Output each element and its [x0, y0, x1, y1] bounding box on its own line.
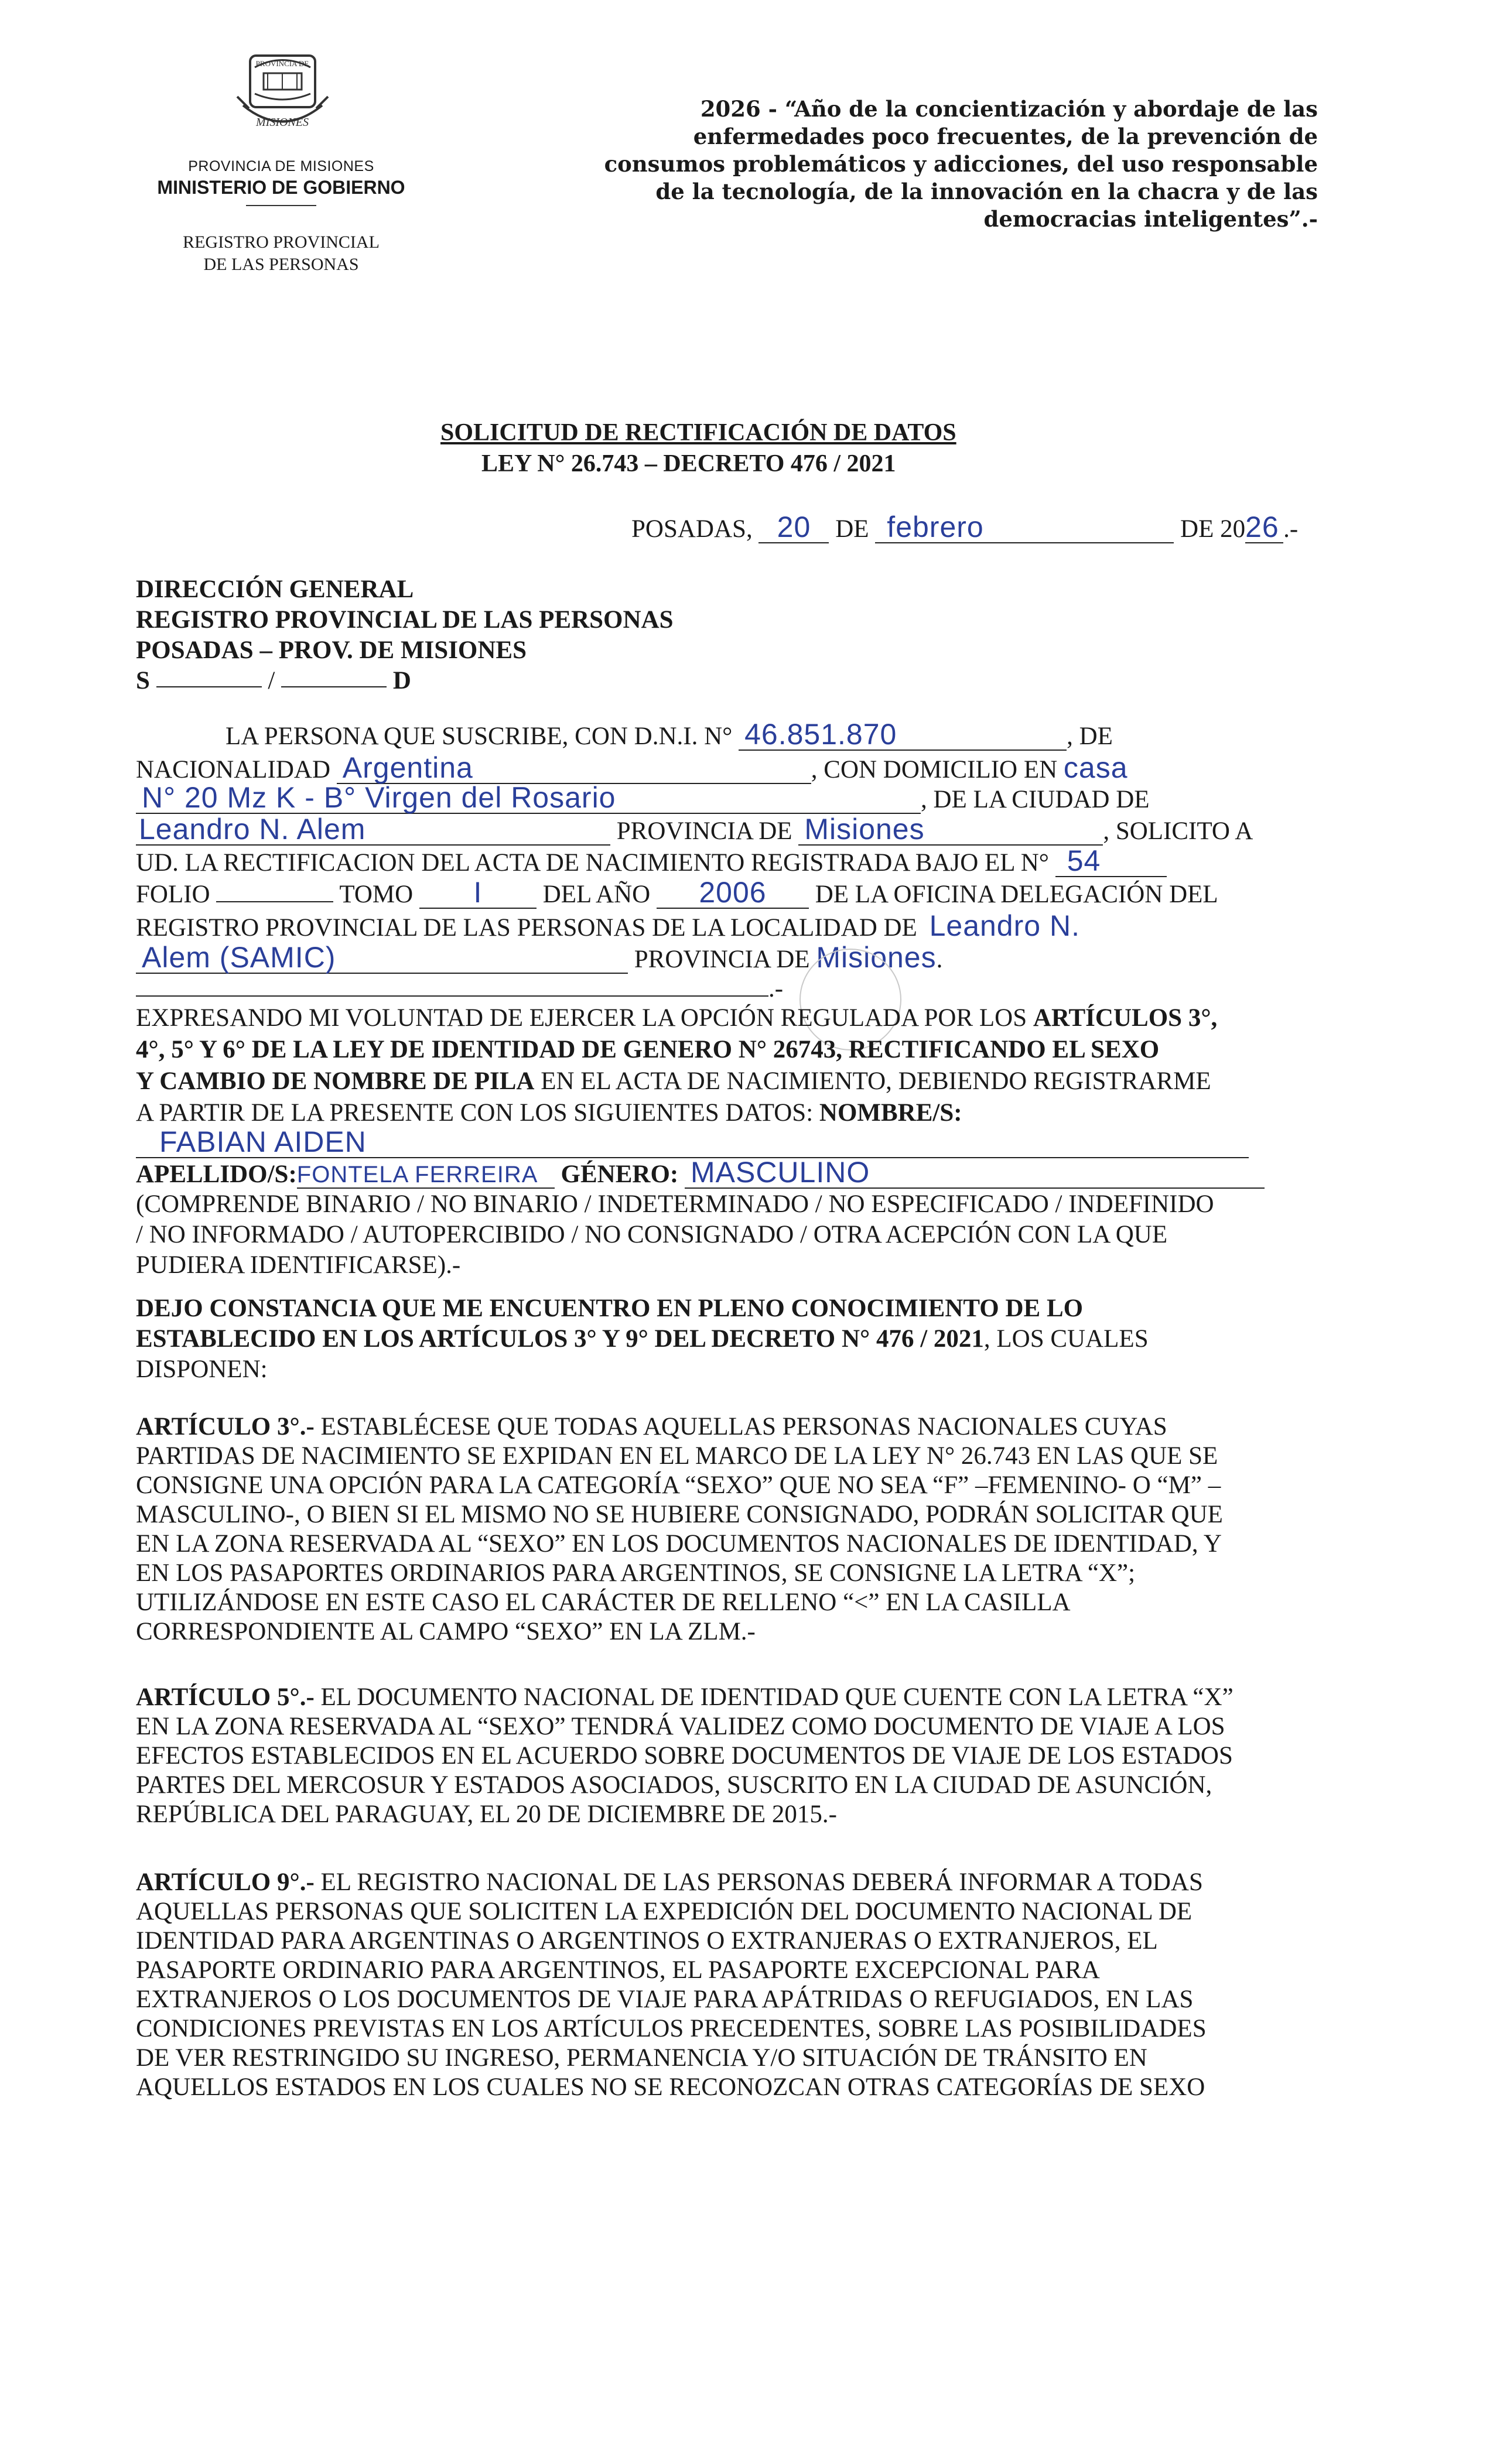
form-text: DE LA OFICINA DELEGACIÓN DEL	[815, 881, 1218, 908]
article-text: EL REGISTRO NACIONAL DE LAS PERSONAS DEBERÁ INFORMAR A TODAS	[314, 1868, 1203, 1896]
date-line	[631, 511, 1299, 544]
form-text: DEL AÑO	[542, 881, 651, 908]
registry-label	[135, 231, 428, 276]
date-city: POSADAS,	[631, 515, 753, 543]
form-line-9	[136, 974, 783, 1004]
provincial-seal-icon	[231, 50, 334, 141]
addressee-d: D	[392, 667, 411, 694]
article-heading: ARTÍCULO 9°.-	[136, 1868, 315, 1896]
article-line: EN LA ZONA RESERVADA AL “SEXO” TENDRÁ VALIDEZ COMO DOCUMENTO DE VIAJE A LOS	[136, 1713, 1225, 1740]
form-line-4	[136, 813, 1253, 846]
date-year-value: 26	[1245, 511, 1279, 543]
article-line: CONDICIONES PREVISTAS EN LOS ARTÍCULOS PRECEDENTES, SOBRE LAS POSIBILIDADES	[136, 2015, 1207, 2042]
registry-line-2: DE LAS PERSONAS	[203, 255, 359, 274]
province-value-2: Misiones	[816, 941, 937, 974]
option-line-4	[136, 1098, 962, 1128]
form-text: REGISTRO PROVINCIAL DE LAS PERSONAS DE LA LOCALIDAD DE	[136, 914, 917, 942]
article-heading: ARTÍCULO 5°.-	[136, 1683, 315, 1711]
article-line: PARTES DEL MERCOSUR Y ESTADOS ASOCIADOS, SUSCRITO EN LA CIUDAD DE ASUNCIÓN,	[136, 1771, 1212, 1799]
article-5	[136, 1683, 1366, 1829]
form-text: , DE LA CIUDAD DE	[921, 786, 1150, 813]
article-line: EN LOS PASAPORTES ORDINARIOS PARA ARGENTINOS, SE CONSIGNE LA LETRA “X”;	[136, 1559, 1136, 1587]
article-line: AQUELLAS PERSONAS QUE SOLICITEN LA EXPEDICIÓN DEL DOCUMENTO NACIONAL DE	[136, 1898, 1193, 1925]
article-line: PASAPORTE ORDINARIO PARA ARGENTINOS, EL PASAPORTE EXCEPCIONAL PARA	[136, 1956, 1100, 1984]
seal-text-bottom: MISIONES	[256, 116, 309, 129]
addressee-line-1: DIRECCIÓN GENERAL	[136, 576, 414, 603]
article-line: REPÚBLICA DEL PARAGUAY, EL 20 DE DICIEMBRE DE 2015.-	[136, 1801, 837, 1828]
article-text: EL DOCUMENTO NACIONAL DE IDENTIDAD QUE CUENTE CON LA LETRA “X”	[314, 1683, 1234, 1711]
form-text: TOMO	[339, 881, 414, 908]
form-line-3	[136, 781, 1150, 815]
date-day-value: 20	[777, 511, 811, 543]
constancia-text-bold: ESTABLECIDO EN LOS ARTÍCULOS 3° Y 9° DEL DECRETO N° 476 / 2021	[136, 1325, 984, 1353]
addressee-s: S	[136, 667, 150, 694]
motto-line: consumos problemáticos y adicciones, del uso responsable	[604, 151, 1318, 177]
option-text-bold: Y CAMBIO DE NOMBRE DE PILA	[136, 1067, 535, 1095]
option-text-bold: ARTÍCULOS 3°,	[1033, 1004, 1218, 1032]
addressee-sd	[136, 666, 452, 696]
ministry-divider	[246, 205, 316, 206]
surname-label: APELLIDO/S:	[136, 1161, 297, 1188]
province-value: Misiones	[804, 813, 925, 846]
motto-line: 2026 - “Año de la concientización y abordaje de las	[700, 96, 1318, 122]
gender-value: MASCULINO	[690, 1156, 870, 1189]
form-text: NACIONALIDAD	[136, 756, 331, 783]
date-month-value: febrero	[887, 511, 984, 543]
gender-note-line-1: (COMPRENDE BINARIO / NO BINARIO / INDETERMINADO / NO ESPECIFICADO / INDEFINIDO	[136, 1190, 1214, 1218]
article-line: UTILIZÁNDOSE EN ESTE CASO EL CARÁCTER DE RELLENO “<” EN LA CASILLA	[136, 1589, 1071, 1616]
form-line-6	[136, 876, 1218, 909]
gender-note-line-3: PUDIERA IDENTIFICARSE).-	[136, 1251, 461, 1279]
date-de: DE	[835, 515, 869, 543]
form-text: UD. LA RECTIFICACION DEL ACTA DE NACIMIENTO REGISTRADA BAJO EL N°	[136, 849, 1049, 877]
form-text: .-	[768, 975, 784, 1002]
tomo-value: I	[473, 876, 483, 909]
dni-value: 46.851.870	[744, 718, 897, 751]
form-text: , SOLICITO A	[1103, 817, 1253, 845]
province-label: PROVINCIA DE MISIONES	[188, 158, 374, 174]
article-line: IDENTIDAD PARA ARGENTINAS O ARGENTINOS O EXTRANJERAS O EXTRANJEROS, EL	[136, 1927, 1158, 1955]
article-line: EN LA ZONA RESERVADA AL “SEXO” EN LOS DOCUMENTOS NACIONALES DE IDENTIDAD, Y	[136, 1530, 1222, 1558]
address-value-1: casa	[1063, 751, 1128, 784]
form-line-7	[136, 911, 1080, 943]
article-line: EXTRANJEROS O LOS DOCUMENTOS DE VIAJE PARA APÁTRIDAS O REFUGIADOS, EN LAS	[136, 1986, 1194, 2013]
form-line-1	[225, 718, 1113, 751]
article-line: CORRESPONDIENTE AL CAMPO “SEXO” EN LA ZLM.-	[136, 1618, 756, 1645]
form-line-2	[136, 753, 1128, 785]
form-text: FOLIO	[136, 881, 210, 908]
article-line: PARTIDAS DE NACIMIENTO SE EXPIDAN EN EL MARCO DE LA LEY N° 26.743 EN LAS QUE SE	[136, 1442, 1218, 1470]
year-motto	[562, 95, 1318, 233]
nationality-value: Argentina	[342, 751, 473, 784]
motto-line: de la tecnología, de la innovación en la chacra y de las	[655, 179, 1318, 204]
acta-number-value: 54	[1067, 844, 1101, 877]
registry-line-1: REGISTRO PROVINCIAL	[183, 232, 380, 252]
form-text: PROVINCIA DE	[616, 817, 792, 845]
form-line-5	[136, 844, 1167, 878]
locality-value-1: Leandro N.	[929, 909, 1080, 942]
addressee-line-3: POSADAS – PROV. DE MISIONES	[136, 636, 527, 664]
addressee-slash: /	[268, 667, 275, 694]
article-line: MASCULINO-, O BIEN SI EL MISMO NO SE HUBIERE CONSIGNADO, PODRÁN SOLICITAR QUE	[136, 1501, 1223, 1528]
constancia-line-2	[136, 1325, 1149, 1354]
document-title: SOLICITUD DE RECTIFICACIÓN DE DATOS	[440, 419, 956, 446]
name-value: FABIAN AIDEN	[159, 1125, 367, 1158]
article-line: EFECTOS ESTABLECIDOS EN EL ACUERDO SOBRE DOCUMENTOS DE VIAJE DE LOS ESTADOS	[136, 1742, 1233, 1770]
article-heading: ARTÍCULO 3°.-	[136, 1413, 315, 1440]
article-text: ESTABLÉCESE QUE TODAS AQUELLAS PERSONAS NACIONALES CUYAS	[314, 1413, 1167, 1440]
constancia-text: , LOS CUALES	[983, 1325, 1149, 1353]
year-value: 2006	[699, 876, 767, 909]
constancia-line-3: DISPONEN:	[136, 1356, 268, 1383]
option-text: EN EL ACTA DE NACIMIENTO, DEBIENDO REGISTRARME	[534, 1067, 1211, 1095]
form-text: , DE	[1067, 723, 1113, 750]
name-field-line	[136, 1125, 1249, 1159]
form-text: , CON DOMICILIO EN	[811, 756, 1058, 783]
address-value-2: N° 20 Mz K - B° Virgen del Rosario	[142, 781, 616, 814]
motto-line: democracias inteligentes”.-	[983, 206, 1318, 232]
option-text: EXPRESANDO MI VOLUNTAD DE EJERCER LA OPCIÓN REGULADA POR LOS	[136, 1004, 1033, 1032]
form-text: LA PERSONA QUE SUSCRIBE, CON D.N.I. N°	[225, 723, 733, 750]
addressee-line-2: REGISTRO PROVINCIAL DE LAS PERSONAS	[136, 606, 674, 634]
locality-value-2: Alem (SAMIC)	[142, 941, 336, 974]
name-label: NOMBRE/S:	[819, 1099, 962, 1127]
option-text: A PARTIR DE LA PRESENTE CON LOS SIGUIENTES DATOS:	[136, 1099, 819, 1127]
form-text: PROVINCIA DE	[634, 946, 810, 973]
option-line-1	[136, 1004, 1217, 1033]
option-line-3	[136, 1067, 1211, 1096]
date-de-year: DE 20	[1180, 515, 1246, 543]
article-line: AQUELLOS ESTADOS EN LOS CUALES NO SE RECONOZCAN OTRAS CATEGORÍAS DE SEXO	[136, 2073, 1205, 2101]
option-line-2: 4°, 5° Y 6° DE LA LEY DE IDENTIDAD DE GENERO N° 26743, RECTIFICANDO EL SEXO	[136, 1036, 1160, 1063]
gender-note-line-2: / NO INFORMADO / AUTOPERCIBIDO / NO CONSIGNADO / OTRA ACEPCIÓN CON LA QUE	[136, 1221, 1168, 1248]
constancia-line-1: DEJO CONSTANCIA QUE ME ENCUENTRO EN PLENO CONOCIMIENTO DE LO	[136, 1295, 1084, 1322]
document-subtitle: LEY N° 26.743 – DECRETO 476 / 2021	[481, 450, 896, 477]
ministry-label: MINISTERIO DE GOBIERNO	[157, 177, 405, 198]
surname-gender-line	[136, 1156, 1265, 1189]
form-text: .	[936, 946, 943, 973]
article-9	[136, 1868, 1366, 2102]
surname-value: FONTELA FERREIRA	[296, 1162, 538, 1187]
article-3	[136, 1412, 1366, 1647]
motto-line: enfermedades poco frecuentes, de la prevención de	[693, 124, 1318, 149]
article-line: CONSIGNE UNA OPCIÓN PARA LA CATEGORÍA “SEXO” QUE NO SEA “F” –FEMENINO- O “M” –	[136, 1471, 1221, 1499]
article-line: DE VER RESTRINGIDO SU INGRESO, PERMANENCIA Y/O SITUACIÓN DE TRÁNSITO EN	[136, 2044, 1147, 2072]
gender-label: GÉNERO:	[561, 1161, 679, 1188]
seal-text-top: PROVINCIA DE	[255, 59, 309, 68]
city-value: Leandro N. Alem	[139, 813, 366, 846]
date-end: .-	[1283, 515, 1299, 543]
